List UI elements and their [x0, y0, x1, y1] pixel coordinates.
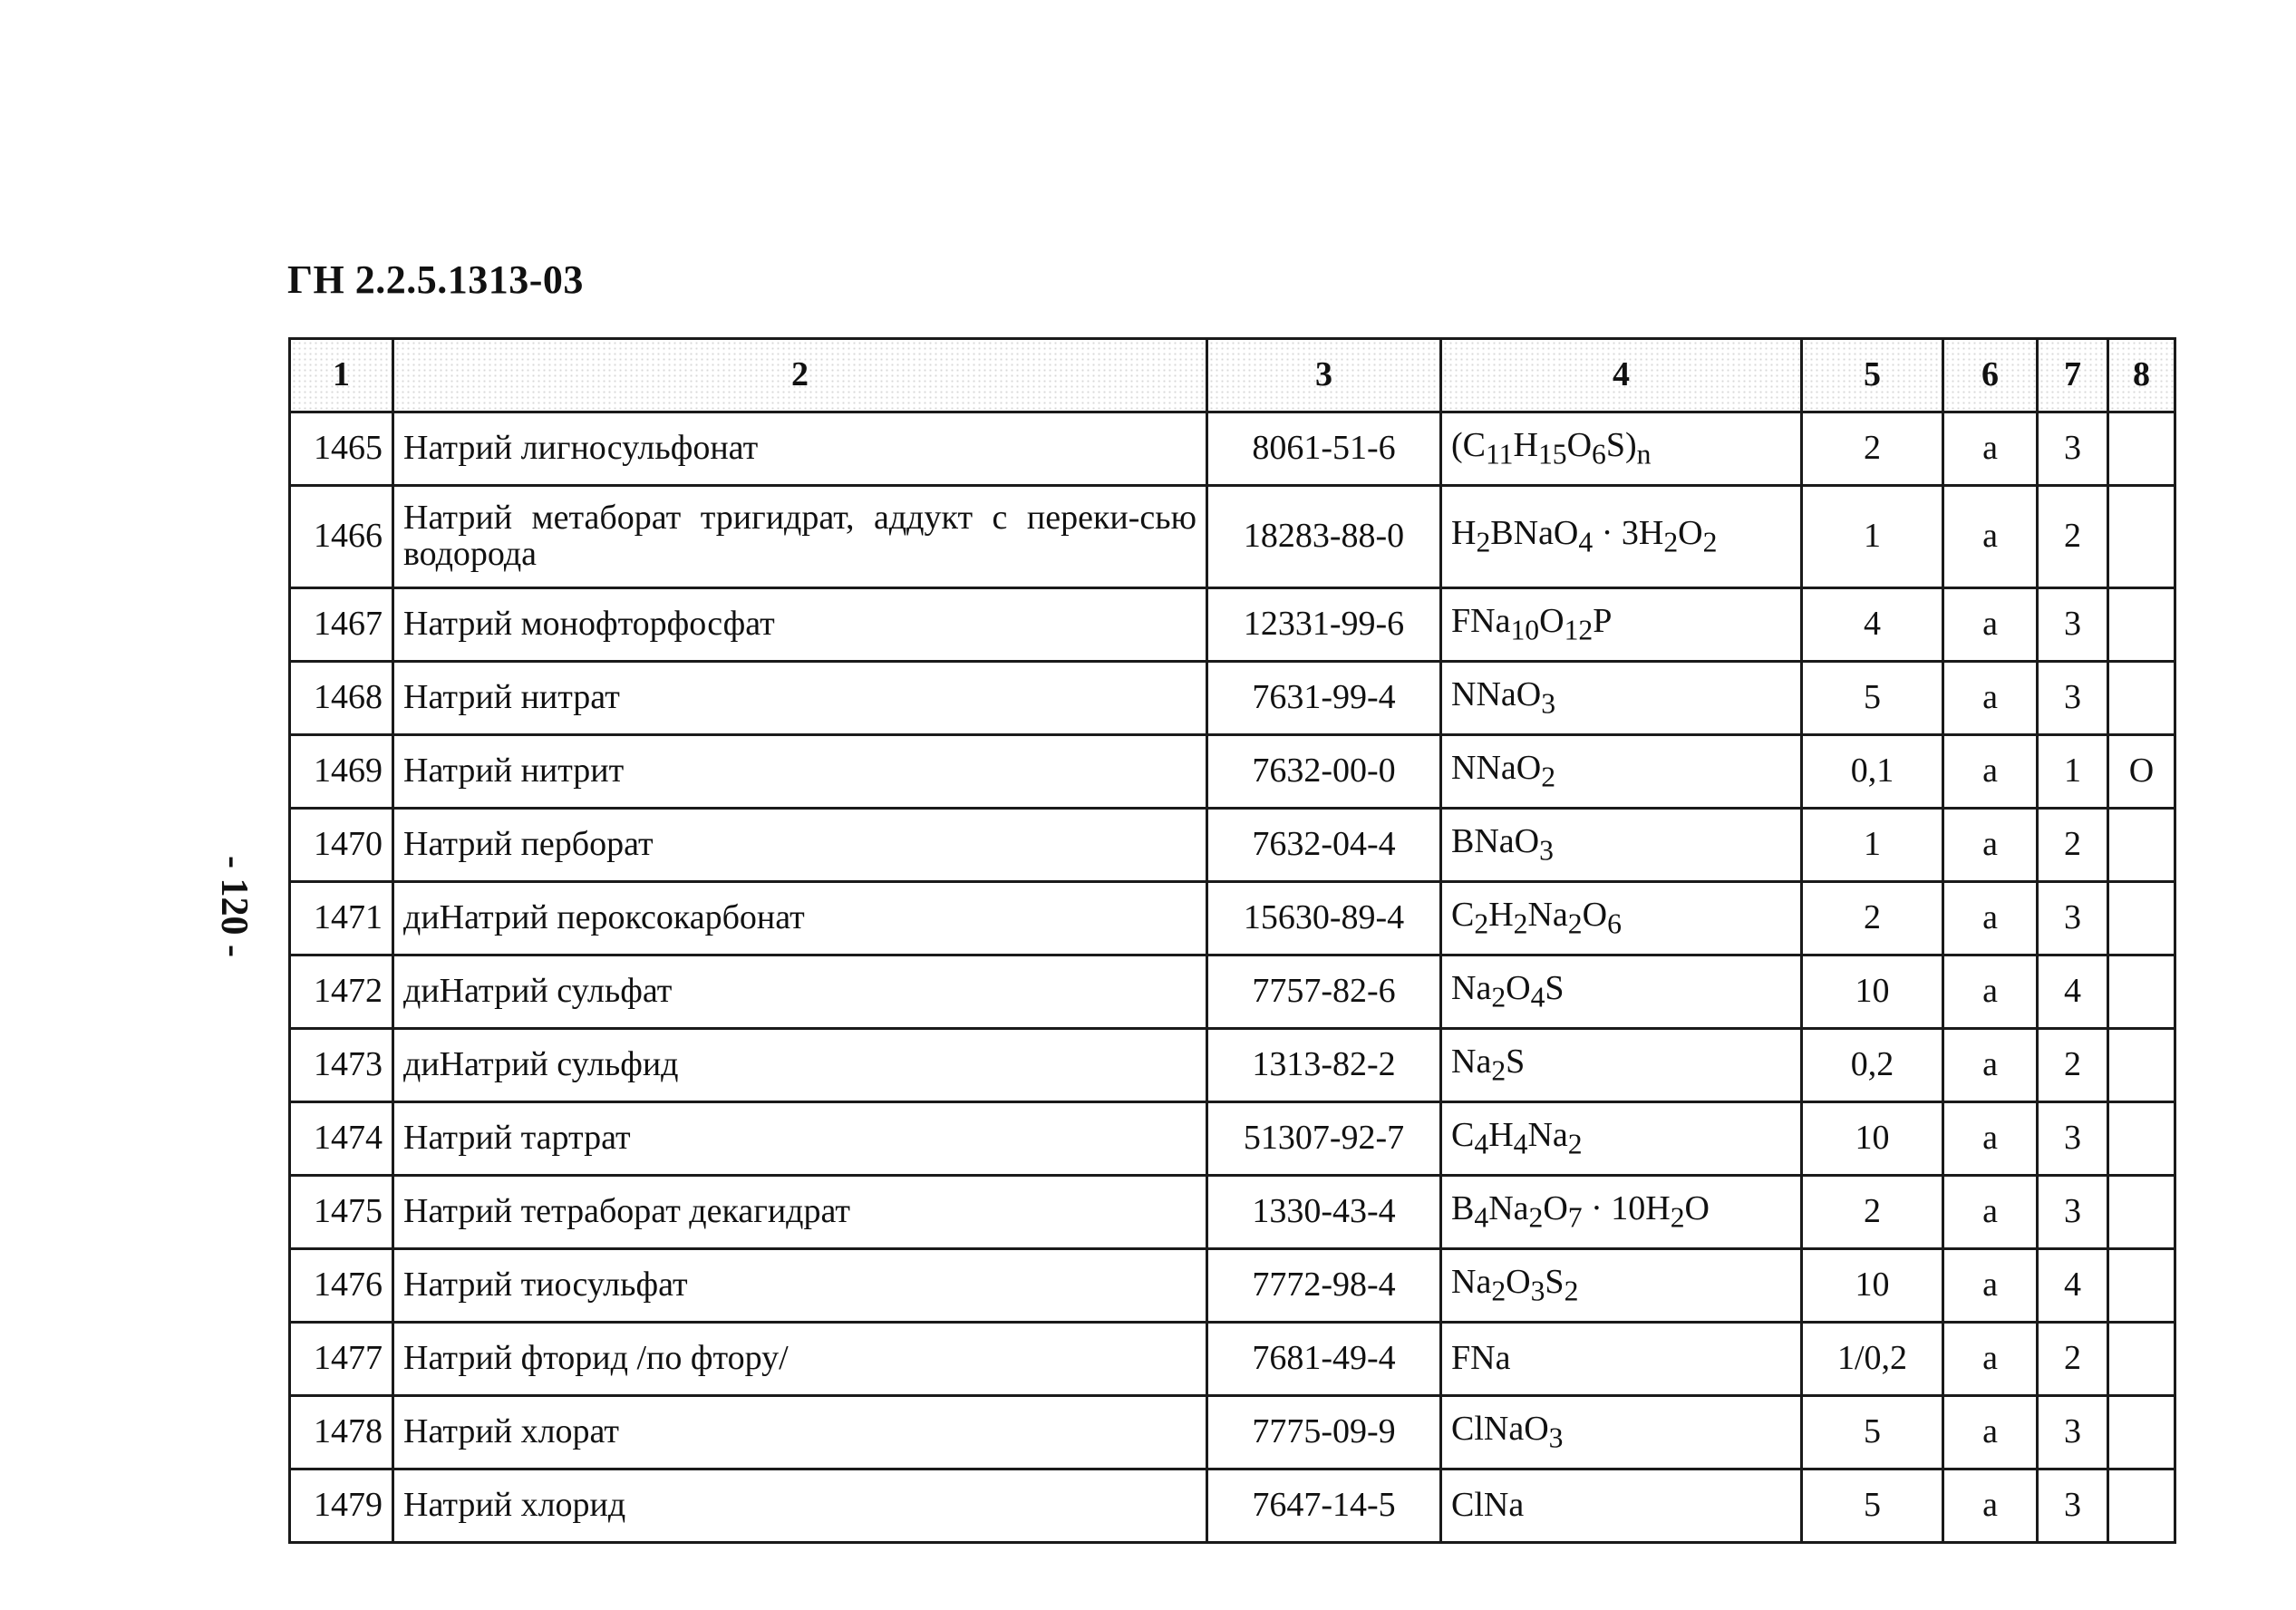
row-number: 1477: [290, 1323, 393, 1396]
column-5-value: 0,2: [1802, 1029, 1943, 1102]
cas-number: 7647-14-5: [1207, 1469, 1441, 1543]
column-6-value: а: [1943, 486, 2038, 588]
column-5-value: 2: [1802, 412, 1943, 486]
column-5-value: 0,1: [1802, 735, 1943, 809]
table-row: [290, 1102, 2175, 1176]
cas-number: 7772-98-4: [1207, 1249, 1441, 1323]
page-number: - 120 -: [213, 856, 255, 957]
chemical-formula: $C_2H_2Na_2O_6$: [1441, 882, 1802, 955]
column-5-value: 2: [1802, 882, 1943, 955]
column-8-value: [2108, 1176, 2175, 1249]
column-6-value: а: [1943, 735, 2038, 809]
column-8-value: О: [2108, 735, 2175, 809]
substance-name: Натрий монофторфосфат: [393, 588, 1207, 662]
column-header: 4: [1441, 339, 1802, 412]
chemical-formula: NNaO$_2$: [1441, 735, 1802, 809]
substance-name: Натрий хлорат: [393, 1396, 1207, 1469]
table-row: [290, 882, 2175, 955]
cas-number: 1330-43-4: [1207, 1176, 1441, 1249]
column-header: 8: [2108, 339, 2175, 412]
cas-number: 7632-00-0: [1207, 735, 1441, 809]
column-5-value: 1: [1802, 809, 1943, 882]
row-number: 1474: [290, 1102, 393, 1176]
column-5-value: 1/0,2: [1802, 1323, 1943, 1396]
column-8-value: [2108, 1249, 2175, 1323]
column-5-value: 4: [1802, 588, 1943, 662]
column-7-value: 2: [2038, 809, 2108, 882]
column-header: 2: [393, 339, 1207, 412]
table-row: [290, 955, 2175, 1029]
column-6-value: а: [1943, 955, 2038, 1029]
table-row: [290, 662, 2175, 735]
substance-name: Натрий нитрат: [393, 662, 1207, 735]
cas-number: 8061-51-6: [1207, 412, 1441, 486]
substance-name: Натрий лигносульфонат: [393, 412, 1207, 486]
column-6-value: а: [1943, 1176, 2038, 1249]
column-header: 7: [2038, 339, 2108, 412]
chemical-formula: $Na_2S$: [1441, 1029, 1802, 1102]
column-8-value: [2108, 412, 2175, 486]
cas-number: 7775-09-9: [1207, 1396, 1441, 1469]
cas-number: 7631-99-4: [1207, 662, 1441, 735]
substance-name: Натрий фторид /по фтору/: [393, 1323, 1207, 1396]
cas-number: 7632-04-4: [1207, 809, 1441, 882]
table-row: [290, 412, 2175, 486]
column-7-value: 3: [2038, 1176, 2108, 1249]
table-header-row: [290, 339, 2175, 412]
substance-name: Натрий метаборат тригидрат, аддукт с переки-сью водорода: [393, 486, 1207, 588]
substance-name: Натрий тиосульфат: [393, 1249, 1207, 1323]
substance-name: диНатрий пероксокарбонат: [393, 882, 1207, 955]
row-number: 1468: [290, 662, 393, 735]
cas-number: 18283-88-0: [1207, 486, 1441, 588]
column-8-value: [2108, 809, 2175, 882]
column-header: 5: [1802, 339, 1943, 412]
row-number: 1470: [290, 809, 393, 882]
substance-name: Натрий тартрат: [393, 1102, 1207, 1176]
column-header: 3: [1207, 339, 1441, 412]
column-6-value: а: [1943, 1323, 2038, 1396]
row-number: 1473: [290, 1029, 393, 1102]
column-8-value: [2108, 955, 2175, 1029]
substance-name: Натрий перборат: [393, 809, 1207, 882]
table-row: [290, 809, 2175, 882]
table-row: [290, 1176, 2175, 1249]
column-7-value: 3: [2038, 1469, 2108, 1543]
document-code: ГН 2.2.5.1313-03: [287, 257, 584, 302]
column-6-value: а: [1943, 1029, 2038, 1102]
column-5-value: 5: [1802, 662, 1943, 735]
chemical-formula: $H_2BNaO_4 \cdot 3H_2O_2$: [1441, 486, 1802, 588]
column-5-value: 5: [1802, 1396, 1943, 1469]
column-7-value: 2: [2038, 1323, 2108, 1396]
column-7-value: 3: [2038, 412, 2108, 486]
chemical-formula: ClNa: [1441, 1469, 1802, 1543]
table-row: [290, 486, 2175, 588]
chemical-formula: $Na_2O_4S$: [1441, 955, 1802, 1029]
chemical-formula: $Na_2O_3S_2$: [1441, 1249, 1802, 1323]
cas-number: 1313-82-2: [1207, 1029, 1441, 1102]
chemical-formula: $C_4H_4Na_2$: [1441, 1102, 1802, 1176]
column-6-value: а: [1943, 588, 2038, 662]
row-number: 1465: [290, 412, 393, 486]
column-6-value: а: [1943, 1469, 2038, 1543]
column-7-value: 4: [2038, 1249, 2108, 1323]
column-5-value: 10: [1802, 1249, 1943, 1323]
column-header: 6: [1943, 339, 2038, 412]
column-6-value: а: [1943, 809, 2038, 882]
row-number: 1478: [290, 1396, 393, 1469]
column-5-value: 5: [1802, 1469, 1943, 1543]
cas-number: 15630-89-4: [1207, 882, 1441, 955]
cas-number: 51307-92-7: [1207, 1102, 1441, 1176]
row-number: 1471: [290, 882, 393, 955]
row-number: 1476: [290, 1249, 393, 1323]
chemical-formula: $FNa_{10}O_{12}P$: [1441, 588, 1802, 662]
cas-number: 7757-82-6: [1207, 955, 1441, 1029]
table-row: [290, 1396, 2175, 1469]
table-row: [290, 1323, 2175, 1396]
column-8-value: [2108, 1396, 2175, 1469]
substance-name: Натрий нитрит: [393, 735, 1207, 809]
column-6-value: а: [1943, 662, 2038, 735]
column-7-value: 2: [2038, 486, 2108, 588]
row-number: 1466: [290, 486, 393, 588]
column-7-value: 3: [2038, 1396, 2108, 1469]
chemical-formula: $(C_{11}H_{15}O_6S)_n$: [1441, 412, 1802, 486]
column-7-value: 2: [2038, 1029, 2108, 1102]
substance-name: диНатрий сульфид: [393, 1029, 1207, 1102]
column-7-value: 4: [2038, 955, 2108, 1029]
column-7-value: 1: [2038, 735, 2108, 809]
table-row: [290, 1029, 2175, 1102]
table-row: [290, 735, 2175, 809]
substance-name: диНатрий сульфат: [393, 955, 1207, 1029]
column-8-value: [2108, 1323, 2175, 1396]
column-6-value: а: [1943, 412, 2038, 486]
chemical-formula: $B_4Na_2O_7 \cdot 10H_2O$: [1441, 1176, 1802, 1249]
column-7-value: 3: [2038, 882, 2108, 955]
cas-number: 7681-49-4: [1207, 1323, 1441, 1396]
substance-name: Натрий хлорид: [393, 1469, 1207, 1543]
row-number: 1472: [290, 955, 393, 1029]
column-6-value: а: [1943, 1396, 2038, 1469]
row-number: 1467: [290, 588, 393, 662]
chemical-formula: BNaO$_3$: [1441, 809, 1802, 882]
chemical-formula: ClNaO$_3$: [1441, 1396, 1802, 1469]
column-6-value: а: [1943, 882, 2038, 955]
column-header: 1: [290, 339, 393, 412]
column-5-value: 2: [1802, 1176, 1943, 1249]
column-8-value: [2108, 882, 2175, 955]
row-number: 1475: [290, 1176, 393, 1249]
column-8-value: [2108, 486, 2175, 588]
column-7-value: 3: [2038, 662, 2108, 735]
row-number: 1469: [290, 735, 393, 809]
column-8-value: [2108, 662, 2175, 735]
column-5-value: 1: [1802, 486, 1943, 588]
column-8-value: [2108, 1102, 2175, 1176]
column-8-value: [2108, 588, 2175, 662]
column-5-value: 10: [1802, 955, 1943, 1029]
cas-number: 12331-99-6: [1207, 588, 1441, 662]
column-8-value: [2108, 1029, 2175, 1102]
column-6-value: а: [1943, 1249, 2038, 1323]
chemical-formula: FNa: [1441, 1323, 1802, 1396]
column-6-value: а: [1943, 1102, 2038, 1176]
row-number: 1479: [290, 1469, 393, 1543]
table-row: [290, 588, 2175, 662]
substances-table: [288, 337, 2176, 1544]
column-8-value: [2108, 1469, 2175, 1543]
column-7-value: 3: [2038, 1102, 2108, 1176]
column-5-value: 10: [1802, 1102, 1943, 1176]
table-row: [290, 1249, 2175, 1323]
column-7-value: 3: [2038, 588, 2108, 662]
table-row: [290, 1469, 2175, 1543]
substance-name: Натрий тетраборат декагидрат: [393, 1176, 1207, 1249]
chemical-formula: NNaO$_3$: [1441, 662, 1802, 735]
